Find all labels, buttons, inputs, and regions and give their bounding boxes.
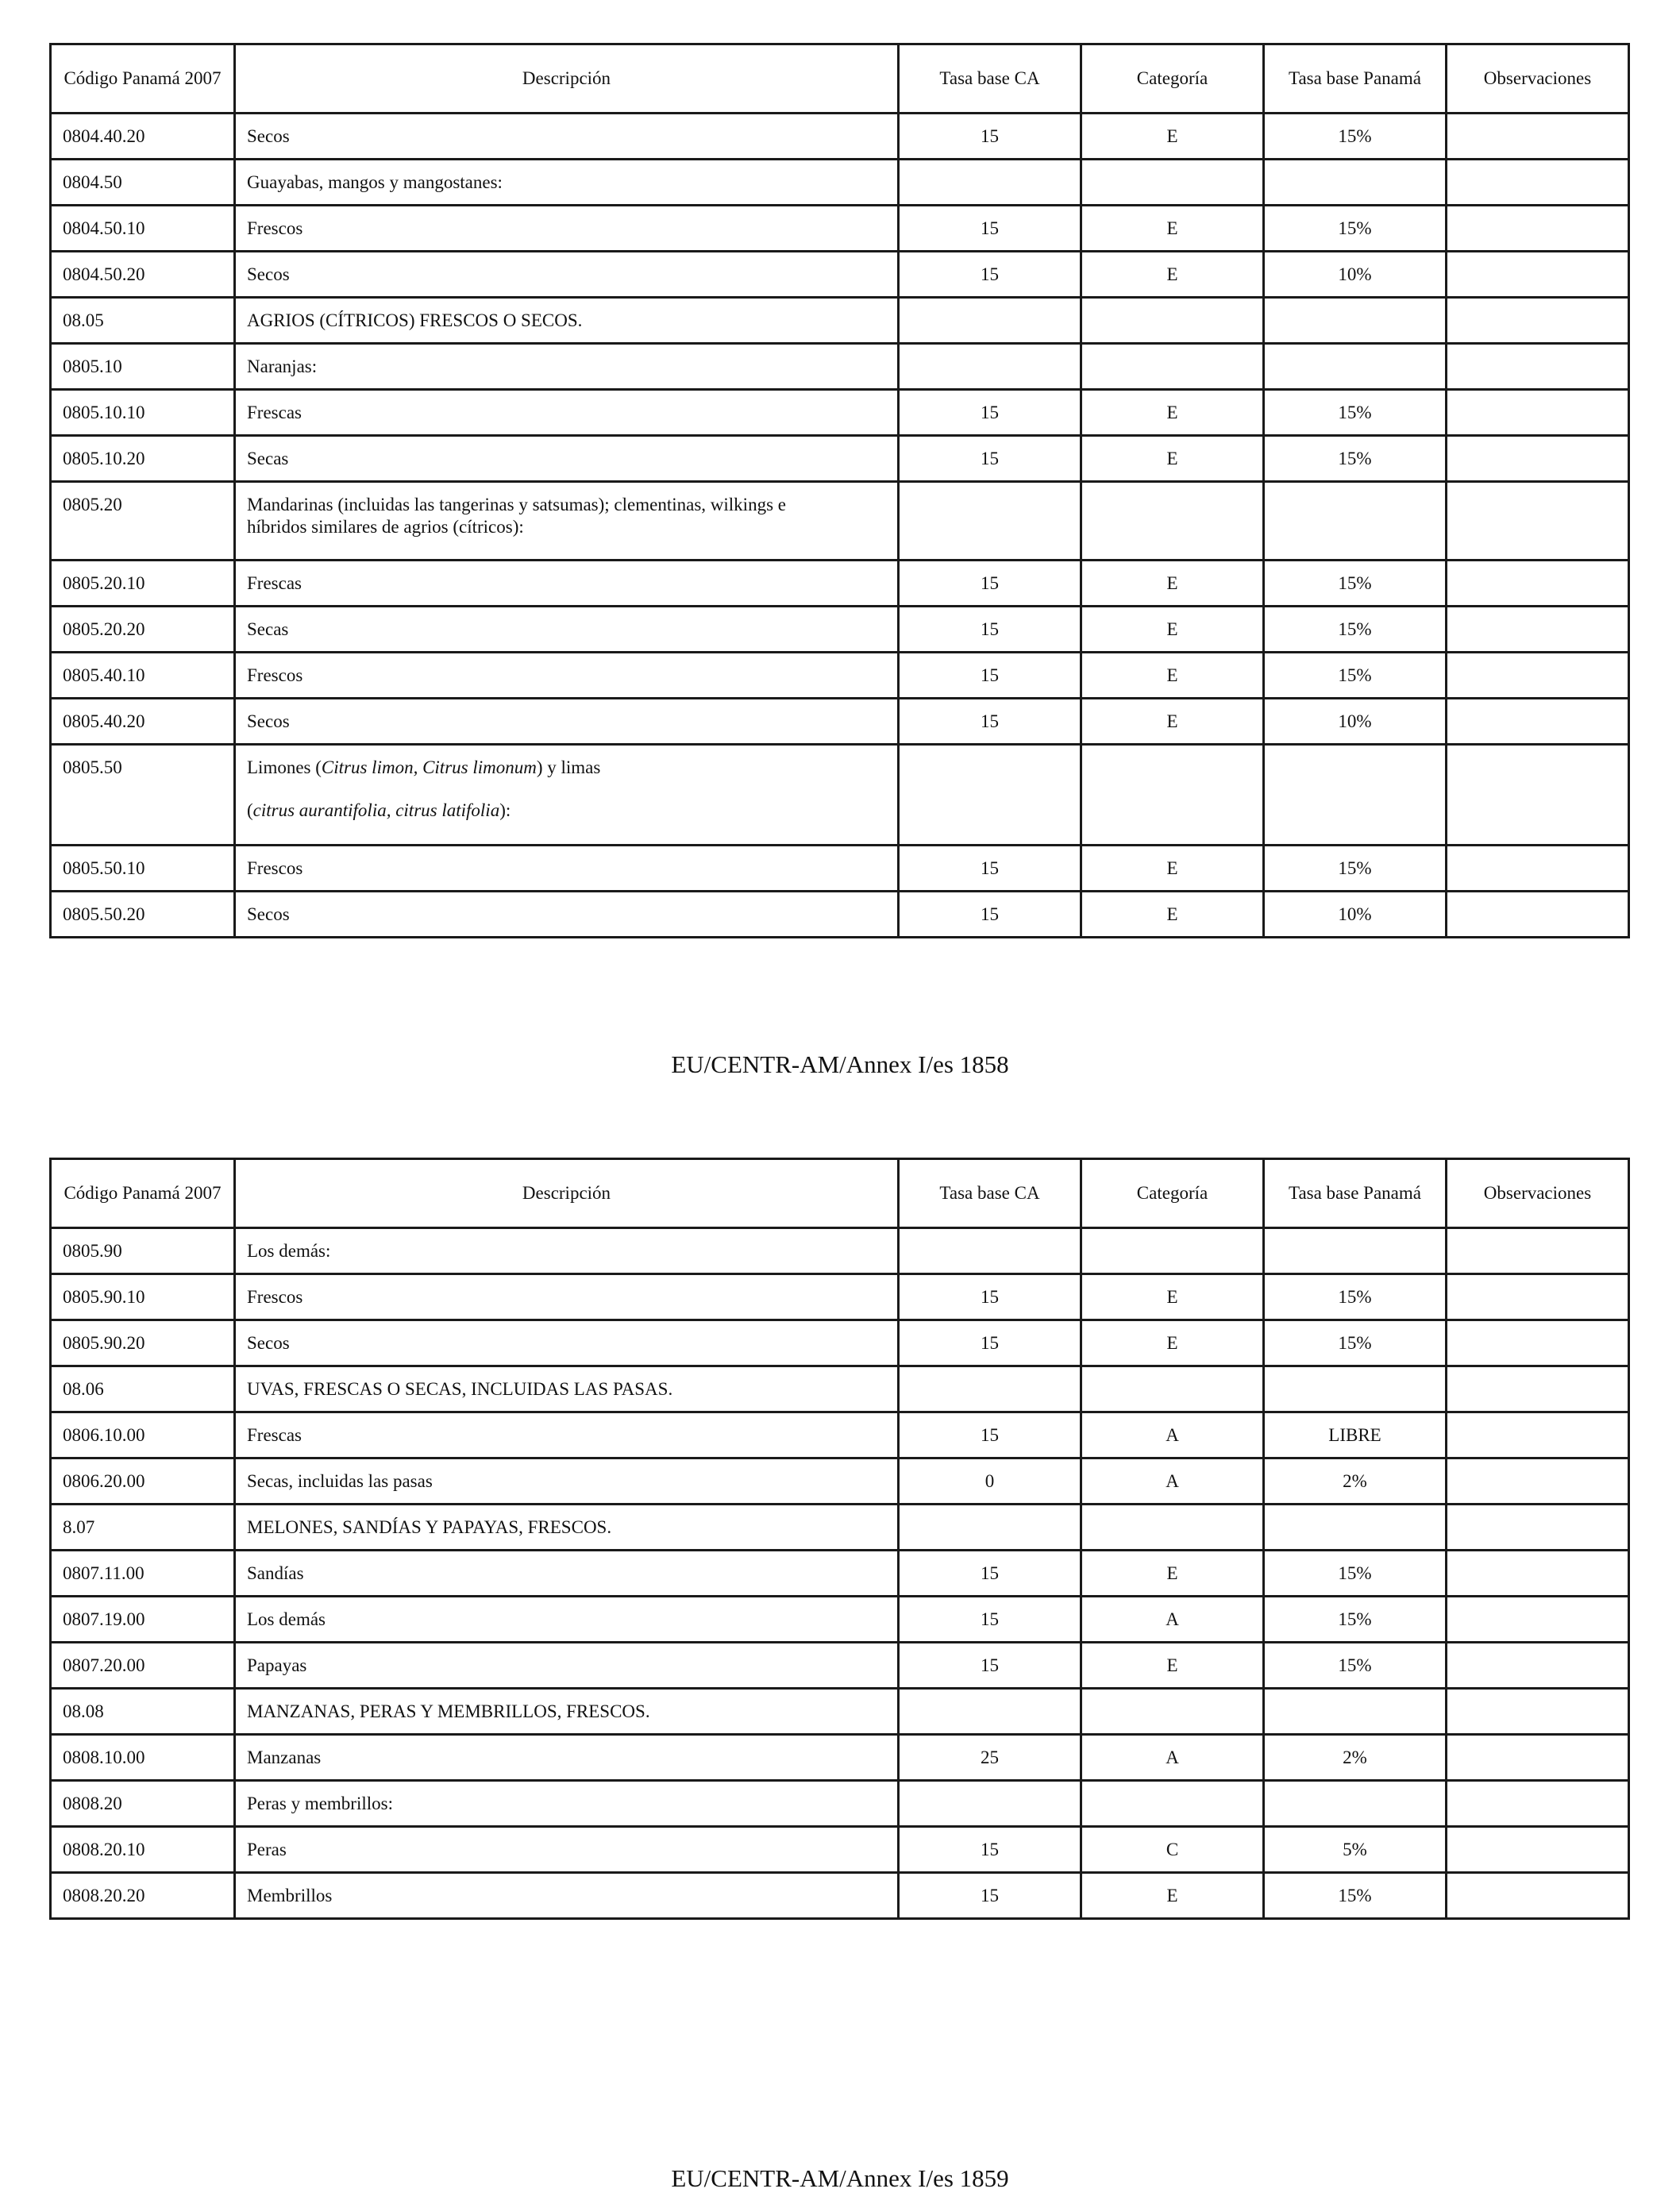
cell-description: Frescos <box>235 1274 899 1320</box>
cell-tasa-base-ca: 15 <box>899 1274 1081 1320</box>
cell-tasa-base-ca: 15 <box>899 1827 1081 1873</box>
cell-observations <box>1447 1643 1629 1689</box>
description-text: ) y limas <box>536 757 601 777</box>
cell-observations <box>1447 1551 1629 1597</box>
cell-description: MELONES, SANDÍAS Y PAPAYAS, FRESCOS. <box>235 1505 899 1551</box>
cell-observations <box>1447 1597 1629 1643</box>
cell-observations <box>1447 1412 1629 1458</box>
header-description: Descripción <box>235 44 899 114</box>
cell-description: Secos <box>235 892 899 938</box>
table-row <box>51 1228 1629 1274</box>
cell-code: 0807.11.00 <box>51 1551 235 1597</box>
cell-tasa-base-panama <box>1264 1505 1447 1551</box>
cell-tasa-base-panama: 15% <box>1264 653 1447 699</box>
cell-code: 0808.20.10 <box>51 1827 235 1873</box>
header-observations: Observaciones <box>1447 44 1629 114</box>
table-row <box>51 1505 1629 1551</box>
description-line <box>247 800 886 822</box>
cell-category: E <box>1081 1320 1264 1366</box>
table-row <box>51 1458 1629 1505</box>
table-row <box>51 892 1629 938</box>
cell-category: C <box>1081 1827 1264 1873</box>
cell-observations <box>1447 1689 1629 1735</box>
cell-description: Membrillos <box>235 1873 899 1919</box>
table-row <box>51 160 1629 206</box>
cell-category: A <box>1081 1597 1264 1643</box>
cell-tasa-base-panama: 15% <box>1264 114 1447 160</box>
cell-code: 0805.50 <box>51 745 235 846</box>
cell-tasa-base-panama <box>1264 1366 1447 1412</box>
cell-tasa-base-ca: 15 <box>899 1597 1081 1643</box>
cell-observations <box>1447 607 1629 653</box>
description-scientific-name: Citrus limon, Citrus limonum <box>321 757 537 777</box>
table-row <box>51 252 1629 298</box>
cell-description: Los demás <box>235 1597 899 1643</box>
cell-code: 0805.10.20 <box>51 436 235 482</box>
cell-description: Frescos <box>235 846 899 892</box>
cell-category <box>1081 298 1264 344</box>
table-row <box>51 745 1629 846</box>
cell-category: A <box>1081 1412 1264 1458</box>
cell-code: 0807.19.00 <box>51 1597 235 1643</box>
cell-code: 08.06 <box>51 1366 235 1412</box>
cell-description: Secas <box>235 607 899 653</box>
cell-tasa-base-ca <box>899 1366 1081 1412</box>
cell-description: Frescos <box>235 206 899 252</box>
cell-observations <box>1447 1873 1629 1919</box>
cell-category: E <box>1081 892 1264 938</box>
cell-category: E <box>1081 1643 1264 1689</box>
table-row <box>51 699 1629 745</box>
cell-tasa-base-panama <box>1264 160 1447 206</box>
cell-category <box>1081 1228 1264 1274</box>
cell-description: Frescas <box>235 390 899 436</box>
cell-description: Secos <box>235 1320 899 1366</box>
cell-tasa-base-ca: 15 <box>899 1320 1081 1366</box>
cell-tasa-base-panama: 15% <box>1264 436 1447 482</box>
tariff-table-page-1858 <box>49 43 1630 938</box>
cell-category: E <box>1081 561 1264 607</box>
table-row <box>51 1597 1629 1643</box>
cell-tasa-base-ca <box>899 745 1081 846</box>
cell-category: E <box>1081 653 1264 699</box>
cell-tasa-base-panama: 15% <box>1264 1320 1447 1366</box>
page-footer-reference: EU/CENTR-AM/Annex I/es 1858 <box>671 1050 1009 1078</box>
cell-category <box>1081 160 1264 206</box>
cell-tasa-base-ca <box>899 160 1081 206</box>
cell-code: 0808.20 <box>51 1781 235 1827</box>
cell-observations <box>1447 390 1629 436</box>
cell-code: 08.05 <box>51 298 235 344</box>
description-line: Mandarinas (incluidas las tangerinas y satsumas); clementinas, wilkings e <box>247 495 786 514</box>
cell-description: Peras <box>235 1827 899 1873</box>
cell-code: 8.07 <box>51 1505 235 1551</box>
cell-tasa-base-ca: 15 <box>899 1873 1081 1919</box>
cell-tasa-base-ca: 15 <box>899 206 1081 252</box>
description-text: Limones ( <box>247 757 322 777</box>
cell-category <box>1081 1505 1264 1551</box>
header-tasa-base-panama: Tasa base Panamá <box>1264 1159 1447 1228</box>
cell-code: 0804.40.20 <box>51 114 235 160</box>
cell-description: Los demás: <box>235 1228 899 1274</box>
cell-tasa-base-panama: 15% <box>1264 206 1447 252</box>
cell-category: E <box>1081 206 1264 252</box>
cell-description: Secas <box>235 436 899 482</box>
cell-tasa-base-panama <box>1264 344 1447 390</box>
cell-observations <box>1447 892 1629 938</box>
cell-tasa-base-panama: 15% <box>1264 561 1447 607</box>
table-row <box>51 1551 1629 1597</box>
cell-description: Peras y membrillos: <box>235 1781 899 1827</box>
cell-code: 0805.10 <box>51 344 235 390</box>
cell-tasa-base-panama: 15% <box>1264 1643 1447 1689</box>
table-row <box>51 114 1629 160</box>
cell-observations <box>1447 1320 1629 1366</box>
table-row <box>51 1412 1629 1458</box>
cell-category <box>1081 482 1264 561</box>
cell-code: 0805.20 <box>51 482 235 561</box>
cell-category: E <box>1081 1274 1264 1320</box>
cell-tasa-base-panama: 15% <box>1264 390 1447 436</box>
cell-observations <box>1447 745 1629 846</box>
cell-tasa-base-ca: 15 <box>899 561 1081 607</box>
description-text: ): <box>499 800 511 820</box>
table-row <box>51 482 1629 561</box>
cell-observations <box>1447 252 1629 298</box>
cell-code: 0805.10.10 <box>51 390 235 436</box>
cell-code: 0805.90.10 <box>51 1274 235 1320</box>
cell-code: 0804.50 <box>51 160 235 206</box>
cell-category <box>1081 344 1264 390</box>
cell-tasa-base-ca <box>899 344 1081 390</box>
cell-tasa-base-panama <box>1264 745 1447 846</box>
cell-category <box>1081 1366 1264 1412</box>
cell-code: 0808.10.00 <box>51 1735 235 1781</box>
cell-category: E <box>1081 390 1264 436</box>
cell-observations <box>1447 160 1629 206</box>
table-row <box>51 1735 1629 1781</box>
cell-category: E <box>1081 114 1264 160</box>
cell-tasa-base-ca: 15 <box>899 436 1081 482</box>
cell-observations <box>1447 1735 1629 1781</box>
cell-observations <box>1447 1781 1629 1827</box>
cell-code: 0805.20.20 <box>51 607 235 653</box>
cell-tasa-base-ca: 15 <box>899 653 1081 699</box>
cell-category: E <box>1081 699 1264 745</box>
table-header-row <box>51 1159 1629 1228</box>
cell-observations <box>1447 1505 1629 1551</box>
cell-tasa-base-ca: 15 <box>899 252 1081 298</box>
cell-description: Secas, incluidas las pasas <box>235 1458 899 1505</box>
cell-tasa-base-ca: 0 <box>899 1458 1081 1505</box>
cell-tasa-base-ca: 25 <box>899 1735 1081 1781</box>
table-row <box>51 1274 1629 1320</box>
cell-tasa-base-ca <box>899 1689 1081 1735</box>
cell-tasa-base-ca: 15 <box>899 114 1081 160</box>
table-header-row <box>51 44 1629 114</box>
cell-observations <box>1447 482 1629 561</box>
table-row <box>51 1873 1629 1919</box>
cell-observations <box>1447 1366 1629 1412</box>
cell-description: Sandías <box>235 1551 899 1597</box>
cell-tasa-base-panama: 15% <box>1264 1597 1447 1643</box>
cell-tasa-base-panama <box>1264 482 1447 561</box>
cell-category: E <box>1081 846 1264 892</box>
cell-code: 0806.20.00 <box>51 1458 235 1505</box>
cell-category <box>1081 1689 1264 1735</box>
header-code: Código Panamá 2007 <box>51 1159 235 1228</box>
cell-description: Naranjas: <box>235 344 899 390</box>
cell-tasa-base-panama: 10% <box>1264 699 1447 745</box>
table-body <box>51 1228 1629 1919</box>
cell-tasa-base-ca: 15 <box>899 390 1081 436</box>
header-observations: Observaciones <box>1447 1159 1629 1228</box>
cell-tasa-base-panama: 15% <box>1264 846 1447 892</box>
cell-tasa-base-ca <box>899 482 1081 561</box>
table-row <box>51 1781 1629 1827</box>
cell-code: 0804.50.10 <box>51 206 235 252</box>
cell-tasa-base-panama: 15% <box>1264 1551 1447 1597</box>
cell-tasa-base-ca <box>899 1505 1081 1551</box>
cell-code: 0806.10.00 <box>51 1412 235 1458</box>
cell-tasa-base-panama <box>1264 1781 1447 1827</box>
table-row <box>51 846 1629 892</box>
cell-tasa-base-panama: 15% <box>1264 607 1447 653</box>
cell-tasa-base-panama: 15% <box>1264 1274 1447 1320</box>
cell-description: Manzanas <box>235 1735 899 1781</box>
cell-category: E <box>1081 436 1264 482</box>
cell-observations <box>1447 298 1629 344</box>
header-tasa-base-ca: Tasa base CA <box>899 1159 1081 1228</box>
cell-tasa-base-ca: 15 <box>899 892 1081 938</box>
cell-tasa-base-panama: LIBRE <box>1264 1412 1447 1458</box>
table-body <box>51 114 1629 938</box>
cell-code: 0805.90 <box>51 1228 235 1274</box>
cell-description: Secos <box>235 114 899 160</box>
cell-category <box>1081 1781 1264 1827</box>
cell-description: Secos <box>235 699 899 745</box>
cell-code: 0805.40.20 <box>51 699 235 745</box>
cell-description <box>235 482 899 561</box>
cell-description: Papayas <box>235 1643 899 1689</box>
cell-tasa-base-panama <box>1264 1228 1447 1274</box>
cell-category: E <box>1081 1873 1264 1919</box>
cell-tasa-base-panama: 2% <box>1264 1735 1447 1781</box>
cell-category: A <box>1081 1735 1264 1781</box>
cell-tasa-base-ca <box>899 1781 1081 1827</box>
cell-description: Frescos <box>235 653 899 699</box>
cell-code: 0808.20.20 <box>51 1873 235 1919</box>
cell-observations <box>1447 1827 1629 1873</box>
table-row <box>51 390 1629 436</box>
table-row <box>51 561 1629 607</box>
table-row <box>51 1827 1629 1873</box>
cell-observations <box>1447 344 1629 390</box>
cell-observations <box>1447 653 1629 699</box>
cell-observations <box>1447 436 1629 482</box>
cell-observations <box>1447 699 1629 745</box>
cell-code: 0805.50.20 <box>51 892 235 938</box>
cell-tasa-base-ca <box>899 1228 1081 1274</box>
cell-category: E <box>1081 252 1264 298</box>
cell-observations <box>1447 1458 1629 1505</box>
table-row <box>51 1366 1629 1412</box>
table-row <box>51 653 1629 699</box>
cell-code: 0805.90.20 <box>51 1320 235 1366</box>
tariff-table-page-1859 <box>49 1158 1630 1920</box>
description-line: híbridos similares de agrios (cítricos): <box>247 517 524 537</box>
cell-tasa-base-panama <box>1264 1689 1447 1735</box>
cell-code: 0807.20.00 <box>51 1643 235 1689</box>
table-row <box>51 436 1629 482</box>
header-category: Categoría <box>1081 44 1264 114</box>
cell-tasa-base-ca: 15 <box>899 607 1081 653</box>
header-tasa-base-ca: Tasa base CA <box>899 44 1081 114</box>
cell-tasa-base-panama: 2% <box>1264 1458 1447 1505</box>
table-row <box>51 1320 1629 1366</box>
cell-category: E <box>1081 1551 1264 1597</box>
cell-observations <box>1447 1274 1629 1320</box>
header-category: Categoría <box>1081 1159 1264 1228</box>
cell-category: A <box>1081 1458 1264 1505</box>
description-line <box>247 757 886 779</box>
cell-tasa-base-panama: 10% <box>1264 252 1447 298</box>
cell-tasa-base-panama: 15% <box>1264 1873 1447 1919</box>
cell-description: Frescas <box>235 561 899 607</box>
cell-observations <box>1447 114 1629 160</box>
cell-category: E <box>1081 607 1264 653</box>
table-row <box>51 344 1629 390</box>
cell-code: 08.08 <box>51 1689 235 1735</box>
cell-observations <box>1447 1228 1629 1274</box>
cell-description: UVAS, FRESCAS O SECAS, INCLUIDAS LAS PASAS. <box>235 1366 899 1412</box>
cell-observations <box>1447 206 1629 252</box>
cell-description: AGRIOS (CÍTRICOS) FRESCOS O SECOS. <box>235 298 899 344</box>
description-text: ( <box>247 800 253 820</box>
cell-description: MANZANAS, PERAS Y MEMBRILLOS, FRESCOS. <box>235 1689 899 1735</box>
cell-tasa-base-ca: 15 <box>899 846 1081 892</box>
table-row <box>51 206 1629 252</box>
cell-observations <box>1447 561 1629 607</box>
cell-category <box>1081 745 1264 846</box>
cell-code: 0805.50.10 <box>51 846 235 892</box>
table-row <box>51 607 1629 653</box>
cell-tasa-base-ca: 15 <box>899 1551 1081 1597</box>
cell-description: Secos <box>235 252 899 298</box>
header-tasa-base-panama: Tasa base Panamá <box>1264 44 1447 114</box>
cell-tasa-base-panama <box>1264 298 1447 344</box>
cell-tasa-base-panama: 10% <box>1264 892 1447 938</box>
cell-tasa-base-ca: 15 <box>899 699 1081 745</box>
table-row <box>51 298 1629 344</box>
cell-code: 0805.20.10 <box>51 561 235 607</box>
header-description: Descripción <box>235 1159 899 1228</box>
header-code: Código Panamá 2007 <box>51 44 235 114</box>
cell-code: 0804.50.20 <box>51 252 235 298</box>
cell-description: Frescas <box>235 1412 899 1458</box>
table-row <box>51 1643 1629 1689</box>
cell-tasa-base-ca: 15 <box>899 1412 1081 1458</box>
page-footer-reference: EU/CENTR-AM/Annex I/es 1859 <box>671 2164 1009 2192</box>
table-row <box>51 1689 1629 1735</box>
cell-description <box>235 745 899 846</box>
cell-description: Guayabas, mangos y mangostanes: <box>235 160 899 206</box>
cell-code: 0805.40.10 <box>51 653 235 699</box>
cell-tasa-base-ca: 15 <box>899 1643 1081 1689</box>
cell-tasa-base-panama: 5% <box>1264 1827 1447 1873</box>
cell-observations <box>1447 846 1629 892</box>
description-scientific-name: citrus aurantifolia, citrus latifolia <box>252 800 500 820</box>
cell-tasa-base-ca <box>899 298 1081 344</box>
